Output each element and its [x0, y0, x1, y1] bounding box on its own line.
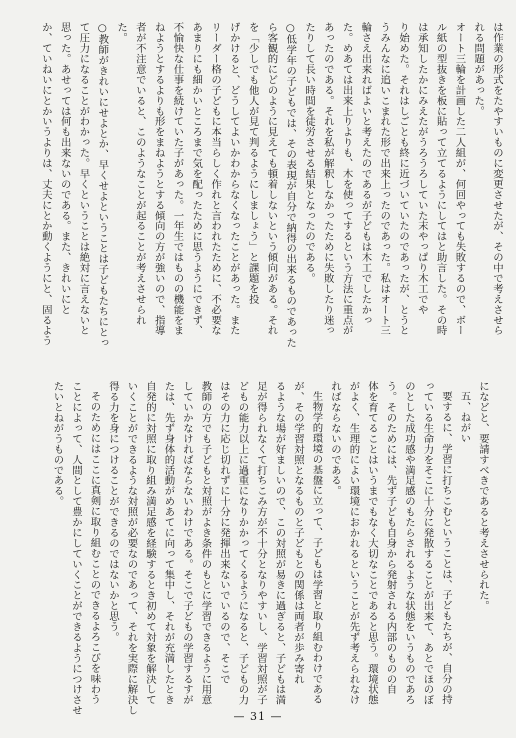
- upper-text-line: は承知したかにみえたがうろうろしていた末やっぱり木工でや: [415, 22, 428, 315]
- upper-text-line: うみんなに追いこまれた形で出来上ったのであった。私はオート三: [378, 22, 391, 336]
- lower-text-line: ればならないのである。: [329, 381, 341, 496]
- lower-text-line: が、その学習対照となるものと子どもとの関係は両者が歩み寄れ: [292, 381, 304, 685]
- upper-text-line: 不愉快な仕事を続けていた子があった。一年生ではものの機能をま: [171, 22, 184, 336]
- lower-text-line: たは、先ず身体的活動がめあてに向って集中し、それが充満したとき: [162, 381, 175, 705]
- upper-text-line: た。めあては出来上りよりも、木を使ってするという方法に重点が: [340, 22, 353, 336]
- upper-text-line: たりして長い時間を徒労させる結果となったのである。: [303, 22, 316, 284]
- lower-text-line: っている生命力をそこに十分に発散することが出来て、あとでほのぼ: [421, 381, 434, 705]
- upper-text-line: は作業の形式をたやすいものに変更させたが、その中で考えさせら: [491, 22, 503, 336]
- upper-text-line: か、ていねいにとかいうよりは、丈夫にとか動くようにと、固るよう: [39, 22, 52, 346]
- upper-text-line: リーダー格の子どもに本当らしく作れと言われたために、不必要な: [209, 22, 222, 336]
- upper-text-line: 思った。あせっては何も出来ないのである。また、きれいにと: [58, 22, 71, 315]
- lower-text-tier: [48, 381, 492, 716]
- upper-text-line: ル紙の型抜きを板に貼って立てるようにしてはと助言した。その時: [434, 22, 447, 336]
- lower-text-line: そのためにはここに真剣に取り組むことのできるよろこびを味わう: [88, 391, 101, 705]
- upper-text-line: を「少しでも他人が見て判るようにしましょう」と課題を投: [246, 22, 259, 305]
- lower-text-line: 要するに、学習に打ちこむということは、子どもたちが、自分の持: [440, 391, 452, 705]
- upper-text-line: た。: [115, 22, 128, 43]
- upper-text-line: オート三輪を計画した二人組が、何回やっても失敗するので、ボー: [453, 22, 466, 336]
- lower-text-line: う。そのためには、先ず子ども自身から発射される内部のものの自: [384, 381, 397, 695]
- lower-text-line: いくことができるような対照が必要なのであって、それを実際に解決し: [125, 381, 138, 716]
- lower-text-line: ことによって、人間として豊かにしていくことができるようにつけさせ: [70, 381, 82, 716]
- lower-text-line: るような場が好ましいので、この対照が易きに過ぎると、子どもは満: [273, 381, 286, 705]
- lower-text-line: どもの能力以上に過重になりかかってくるようになると、子どもの力: [236, 381, 249, 705]
- lower-text-line: になどと、要請すべきであると考えさせられた。: [477, 381, 489, 611]
- upper-text-line: 輪さえ出来ればよいと考えたのであるが子どもは木工でしたかっ: [359, 22, 372, 326]
- upper-text-line: り始めた。それはしごとも終に近づいていたのであったが、とうと: [397, 22, 410, 336]
- lower-text-line: はその力に応じ切れずに十分に発揮出来ないでいるので、そこで: [218, 381, 230, 685]
- lower-text-line: がよく、生理的によい環境におかれるということが先ず考えられなけ: [347, 381, 360, 705]
- upper-text-line: ら客観的にどのように見えても頓着しないという傾向がある。それ: [265, 22, 278, 336]
- lower-text-line: 体を育てることはいうまでもなく大切なことであると思う。環境状態: [366, 381, 378, 705]
- lower-text-line: 教師の方でも子どもと対照がよき条件のもとに学習できるように用意: [199, 381, 212, 705]
- upper-text-tier: [36, 22, 506, 372]
- lower-text-line: 自発的に対照に取り組み満足感を経験するとき初めて対象を解決して: [144, 381, 156, 705]
- lower-text-line: たいとねがうものである。: [51, 381, 64, 507]
- lower-text-line: 足が得られなくて打ちこみ方が不十分となりやすいし、学習対照が子: [255, 381, 267, 705]
- lower-text-line: していかなければならないわけである。そこで子どもの学習するすが: [181, 381, 193, 705]
- upper-text-line: れる問題があった。: [472, 22, 485, 117]
- upper-text-line: ○教師がきれいにせよとか、早くせよということは子どもたちにとっ: [96, 22, 109, 348]
- lower-text-line: 得る力を身につけることができるのではないかと思う。: [107, 381, 119, 643]
- section-heading: 五、ねがい: [458, 391, 471, 444]
- upper-text-line: げかけると、どうしてよいかわからなくなったことがあった。また: [227, 22, 240, 336]
- upper-text-line: ○低学年の子どもでは、その表現が自分で納得の出来るものであった: [284, 22, 297, 348]
- lower-text-line: のとした成功感や満足感のもたらされるような状態をいうものであろ: [403, 381, 415, 705]
- upper-text-line: あまりにも細かいところまで気を配ったために思うようにできず、: [190, 22, 203, 336]
- page-number: — 31 —: [233, 710, 283, 723]
- upper-text-line: あったのである。それを私が解釈しなかったために失敗したり迷っ: [321, 22, 334, 336]
- upper-text-line: ねようとするよりも形をまねようとする傾向の方が強いので、指導: [152, 22, 165, 336]
- lower-text-line: 生物学的環境の基盤に立って、子どもは学習と取り組むわけである: [310, 391, 323, 705]
- upper-text-line: 者が不注意でいると、このようなことが起ることが考えさせられ: [133, 22, 146, 326]
- upper-text-line: て圧力になることがわかった。早くということは絶対に言えないと: [77, 22, 90, 336]
